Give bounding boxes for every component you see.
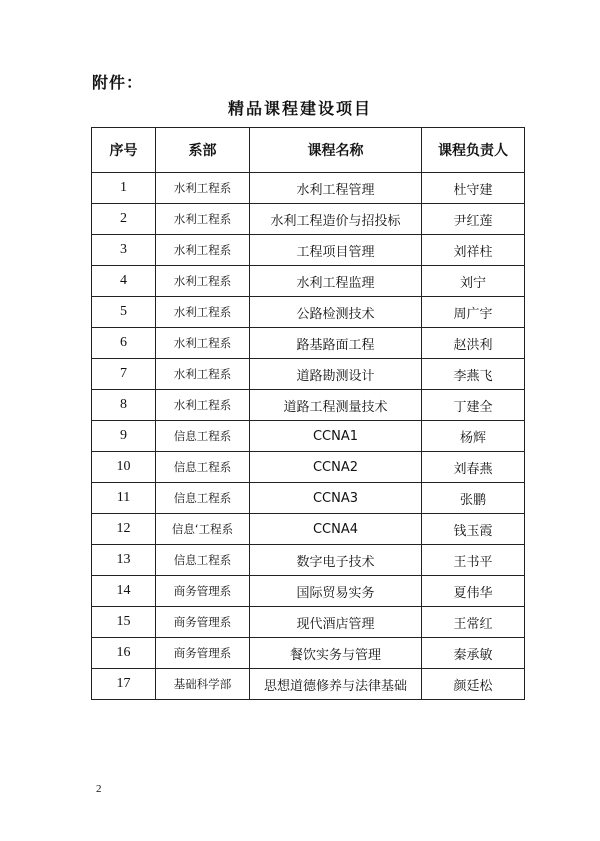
cell-department: 商务管理系 — [156, 638, 250, 669]
cell-department: 信息工程系 — [156, 421, 250, 452]
cell-course: 路基路面工程 — [250, 328, 422, 359]
course-table — [91, 127, 525, 700]
cell-leader: 秦承敏 — [422, 638, 525, 669]
cell-leader: 张鹏 — [422, 483, 525, 514]
cell-leader: 李燕飞 — [422, 359, 525, 390]
cell-department: 信息工程系 — [156, 545, 250, 576]
cell-no: 7 — [92, 359, 156, 390]
cell-course: 工程项目管理 — [250, 235, 422, 266]
table-row — [92, 483, 525, 514]
cell-department: 水利工程系 — [156, 359, 250, 390]
cell-no: 2 — [92, 204, 156, 235]
cell-course: CCNA2 — [250, 452, 422, 483]
document-title: 精品课程建设项目 — [227, 99, 372, 118]
cell-course: 现代酒店管理 — [250, 607, 422, 638]
cell-no: 5 — [92, 297, 156, 328]
table-row — [92, 452, 525, 483]
cell-department: 商务管理系 — [156, 607, 250, 638]
cell-course: 道路工程测量技术 — [250, 390, 422, 421]
header-department: 系部 — [156, 128, 250, 173]
cell-course: 思想道德修养与法律基础 — [250, 669, 422, 700]
cell-course: 水利工程造价与招投标 — [250, 204, 422, 235]
cell-department: 商务管理系 — [156, 576, 250, 607]
cell-leader: 尹红莲 — [422, 204, 525, 235]
cell-course: CCNA4 — [250, 514, 422, 545]
table-row — [92, 173, 525, 204]
cell-leader: 周广宇 — [422, 297, 525, 328]
table-row — [92, 390, 525, 421]
cell-course: 国际贸易实务 — [250, 576, 422, 607]
table-row — [92, 359, 525, 390]
cell-leader: 刘宁 — [422, 266, 525, 297]
table-row — [92, 576, 525, 607]
table-row — [92, 297, 525, 328]
table-row — [92, 669, 525, 700]
table-row — [92, 266, 525, 297]
cell-department: 水利工程系 — [156, 328, 250, 359]
cell-leader: 夏伟华 — [422, 576, 525, 607]
cell-course: 水利工程管理 — [250, 173, 422, 204]
header-no: 序号 — [92, 128, 156, 173]
cell-department: 信息工程系 — [156, 452, 250, 483]
cell-no: 10 — [92, 452, 156, 483]
cell-leader: 钱玉霞 — [422, 514, 525, 545]
cell-course: 水利工程监理 — [250, 266, 422, 297]
cell-leader: 王常红 — [422, 607, 525, 638]
header-leader: 课程负责人 — [422, 128, 525, 173]
cell-leader: 杨辉 — [422, 421, 525, 452]
cell-department: 水利工程系 — [156, 297, 250, 328]
cell-department: 水利工程系 — [156, 390, 250, 421]
table-row — [92, 607, 525, 638]
table-row — [92, 545, 525, 576]
cell-leader: 王书平 — [422, 545, 525, 576]
cell-course: CCNA1 — [250, 421, 422, 452]
cell-no: 6 — [92, 328, 156, 359]
cell-no: 15 — [92, 607, 156, 638]
cell-course: 餐饮实务与管理 — [250, 638, 422, 669]
annex-label: 附件： — [92, 73, 144, 92]
cell-department: 水利工程系 — [156, 266, 250, 297]
cell-course: CCNA3 — [250, 483, 422, 514]
cell-leader: 刘春燕 — [422, 452, 525, 483]
cell-leader: 颜廷松 — [422, 669, 525, 700]
cell-department: 水利工程系 — [156, 204, 250, 235]
cell-no: 3 — [92, 235, 156, 266]
header-course: 课程名称 — [250, 128, 422, 173]
cell-no: 9 — [92, 421, 156, 452]
page-number: 2 — [96, 783, 102, 795]
cell-leader: 杜守建 — [422, 173, 525, 204]
table-row — [92, 638, 525, 669]
cell-course: 数字电子技术 — [250, 545, 422, 576]
cell-no: 17 — [92, 669, 156, 700]
cell-no: 8 — [92, 390, 156, 421]
cell-department: 信息工程系 — [156, 483, 250, 514]
cell-department: 水利工程系 — [156, 235, 250, 266]
cell-leader: 赵洪利 — [422, 328, 525, 359]
cell-no: 13 — [92, 545, 156, 576]
cell-department: 基础科学部 — [156, 669, 250, 700]
table-row — [92, 328, 525, 359]
cell-department: 水利工程系 — [156, 173, 250, 204]
cell-no: 14 — [92, 576, 156, 607]
cell-no: 11 — [92, 483, 156, 514]
table-row — [92, 514, 525, 545]
table-header-row — [92, 128, 525, 173]
cell-course: 道路勘测设计 — [250, 359, 422, 390]
cell-no: 1 — [92, 173, 156, 204]
cell-leader: 刘祥柱 — [422, 235, 525, 266]
cell-leader: 丁建全 — [422, 390, 525, 421]
cell-department: 信息‘工程系 — [156, 514, 250, 545]
table-row — [92, 235, 525, 266]
cell-no: 16 — [92, 638, 156, 669]
table-row — [92, 421, 525, 452]
table-row — [92, 204, 525, 235]
cell-no: 12 — [92, 514, 156, 545]
cell-no: 4 — [92, 266, 156, 297]
cell-course: 公路检测技术 — [250, 297, 422, 328]
